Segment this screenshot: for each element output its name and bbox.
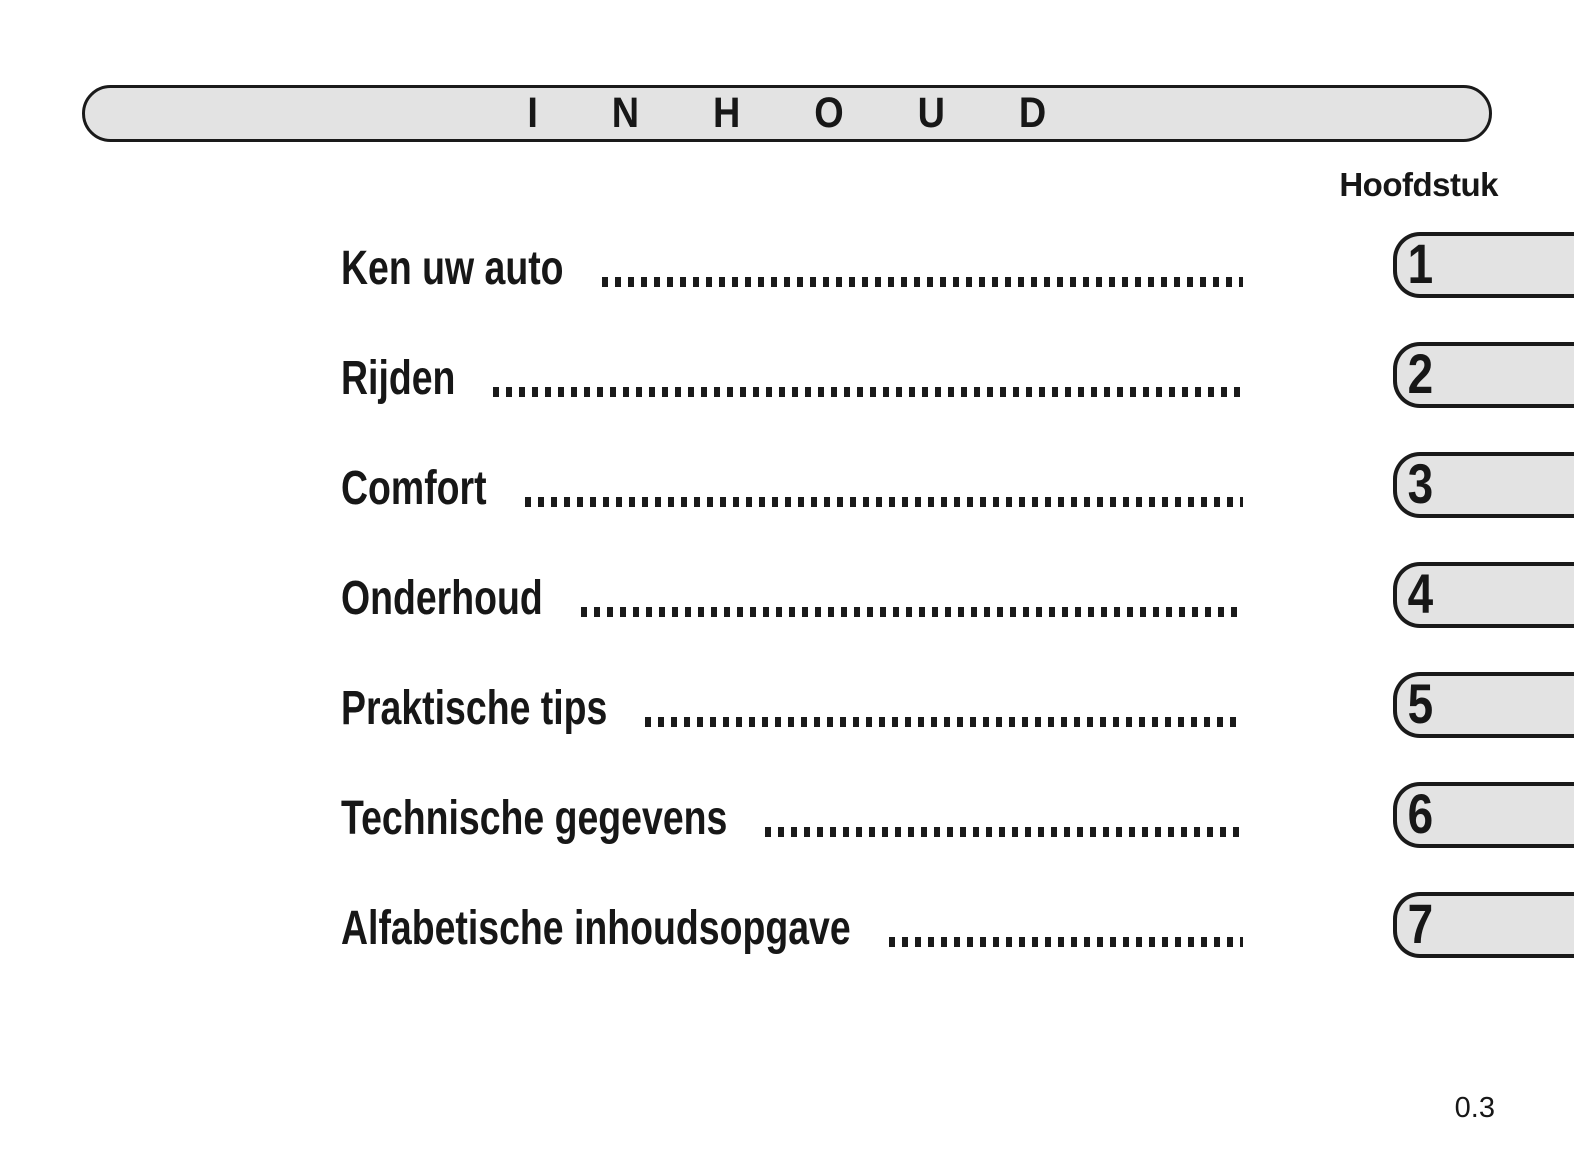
toc-item-label: Ken uw auto (341, 242, 564, 295)
dotted-leader (645, 717, 1243, 727)
page-number: 0.3 (1454, 1092, 1495, 1124)
dotted-leader (581, 607, 1243, 617)
dotted-leader (889, 937, 1243, 947)
toc-item-label: Rijden (341, 352, 456, 405)
chapter-tab (1393, 892, 1574, 958)
chapter-number: 3 (1407, 452, 1434, 515)
chapter-tab (1393, 232, 1574, 298)
toc-item-label: Alfabetische inhoudsopgave (341, 902, 851, 955)
chapter-number: 6 (1407, 782, 1434, 845)
chapter-tab (1393, 562, 1574, 628)
chapter-column-label: Hoofdstuk (1339, 166, 1498, 203)
toc-item (341, 892, 1243, 958)
dotted-leader (765, 827, 1243, 837)
chapter-tab (1393, 672, 1574, 738)
dotted-leader (602, 277, 1243, 287)
chapter-number: 2 (1407, 342, 1434, 405)
chapter-tab (1393, 782, 1574, 848)
toc-item-label: Comfort (341, 462, 487, 515)
chapter-tab (1393, 342, 1574, 408)
chapter-number: 7 (1407, 892, 1434, 955)
chapter-number: 1 (1407, 232, 1434, 295)
page-title: INHOUD (527, 89, 1121, 137)
toc-item-label: Praktische tips (341, 682, 608, 735)
toc-item (341, 452, 1243, 518)
chapter-number: 4 (1407, 562, 1434, 625)
toc-item (341, 562, 1243, 628)
toc-item (341, 232, 1243, 298)
toc-item (341, 672, 1243, 738)
chapter-tab (1393, 452, 1574, 518)
dotted-leader (493, 387, 1243, 397)
contents-title-pill (82, 85, 1492, 142)
toc-item (341, 342, 1243, 408)
toc-item-label: Onderhoud (341, 572, 543, 625)
chapter-number: 5 (1407, 672, 1434, 735)
toc-item-label: Technische gegevens (341, 792, 728, 845)
toc-item (341, 782, 1243, 848)
dotted-leader (525, 497, 1243, 507)
